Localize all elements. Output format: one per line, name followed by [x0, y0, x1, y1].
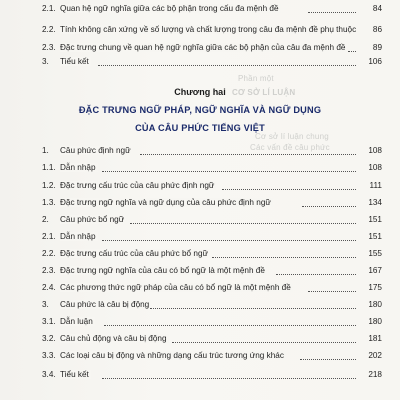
- toc-entry-page: 180: [368, 317, 382, 326]
- toc-entry-page: 218: [368, 370, 382, 379]
- toc-entry-title: Dẫn luận: [60, 317, 93, 326]
- toc-entry-page: 151: [368, 215, 382, 224]
- leader-dots: [98, 65, 356, 66]
- ghost-text-2: CƠ SỞ LÍ LUẬN: [232, 88, 296, 97]
- toc-entry-number: 2.1.: [42, 232, 56, 241]
- toc-entry-page: 84: [372, 4, 382, 13]
- leader-dots: [104, 325, 356, 326]
- toc-entry-title: Tính không cân xứng về số lượng và chất lượng trong câu đa mệnh đề phụ thuộc: [60, 25, 357, 34]
- toc-entry-title: Các loại câu bị động và những dạng cấu trúc tương ứng khác: [60, 351, 284, 360]
- toc-entry[interactable]: [0, 263, 400, 279]
- leader-dots: [276, 274, 356, 275]
- leader-dots: [308, 291, 356, 292]
- chapter-label: Chương hai: [174, 87, 226, 97]
- toc-entry[interactable]: [0, 178, 400, 194]
- toc-entry-page: 134: [368, 198, 382, 207]
- toc-entry-number: 2.: [42, 215, 49, 224]
- toc-entry-number: 2.1.: [42, 4, 56, 13]
- leader-dots: [222, 189, 356, 190]
- toc-entry-title: Các phương thức ngữ pháp của câu có bổ ngữ là một mệnh đề: [60, 283, 291, 292]
- toc-entry-title: Tiểu kết: [60, 57, 89, 66]
- leader-dots: [102, 240, 356, 241]
- toc-entry-page: 89: [372, 43, 382, 52]
- toc-entry[interactable]: [0, 348, 400, 364]
- toc-entry-title: Tiểu kết: [60, 370, 89, 379]
- toc-entry-number: 1.: [42, 146, 49, 155]
- toc-entry[interactable]: [0, 22, 400, 38]
- toc-entry-title: Quan hệ ngữ nghĩa giữa các bộ phận trong cấu đa mệnh đề: [60, 4, 279, 13]
- chapter-title-line-2: CỦA CÂU PHỨC TIẾNG VIỆT: [135, 123, 265, 133]
- leader-dots: [140, 154, 356, 155]
- toc-entry[interactable]: [0, 331, 400, 347]
- toc-entry-title: Đặc trưng chung về quan hệ ngữ nghĩa giữa các bộ phận của câu đa mệnh đề: [60, 43, 346, 52]
- leader-dots: [102, 171, 356, 172]
- toc-entry-number: 2.2.: [42, 249, 56, 258]
- toc-entry-number: 1.1.: [42, 163, 56, 172]
- toc-entry-page: 181: [368, 334, 382, 343]
- toc-entry[interactable]: [0, 1, 400, 17]
- toc-entry-page: 111: [369, 181, 382, 190]
- toc-entry[interactable]: [0, 314, 400, 330]
- toc-entry-page: 108: [368, 163, 382, 172]
- toc-entry-title: Đặc trưng cấu trúc của câu phức định ngữ: [60, 181, 215, 190]
- toc-entry-title: Đặc trưng ngữ nghĩa và ngữ dụng của câu phức định ngữ: [60, 198, 271, 207]
- leader-dots: [102, 378, 356, 379]
- leader-dots: [150, 308, 356, 309]
- toc-entry-page: 167: [368, 266, 382, 275]
- toc-entry-title: Đặc trưng ngữ nghĩa của câu có bổ ngữ là một mệnh đề: [60, 266, 265, 275]
- leader-dots: [302, 206, 356, 207]
- toc-entry[interactable]: [0, 143, 400, 159]
- leader-dots: [308, 12, 356, 13]
- toc-entry-number: 1.3.: [42, 198, 56, 207]
- toc-entry-title: Câu phức bổ ngữ: [60, 215, 125, 224]
- toc-entry-number: 3.2.: [42, 334, 56, 343]
- toc-entry-page: 86: [372, 25, 382, 34]
- toc-entry[interactable]: [0, 280, 400, 296]
- toc-entry-title: Dẫn nhập: [60, 232, 96, 241]
- toc-entry[interactable]: [0, 229, 400, 245]
- toc-entry-number: 2.2.: [42, 25, 56, 34]
- toc-entry[interactable]: [0, 246, 400, 262]
- toc-entry[interactable]: [0, 212, 400, 228]
- toc-entry-number: 2.3.: [42, 266, 56, 275]
- leader-dots: [212, 257, 356, 258]
- leader-dots: [348, 51, 356, 52]
- toc-entry-title: Đặc trưng cấu trúc của câu phức bổ ngữ: [60, 249, 208, 258]
- toc-entry[interactable]: [0, 367, 400, 383]
- leader-dots: [130, 223, 356, 224]
- toc-entry-page: 108: [368, 146, 382, 155]
- toc-entry-page: 155: [368, 249, 382, 258]
- toc-entry-number: 1.2.: [42, 181, 56, 190]
- toc-entry-title: Dẫn nhập: [60, 163, 96, 172]
- toc-entry[interactable]: [0, 54, 400, 70]
- toc-entry-page: 202: [368, 351, 382, 360]
- toc-entry-page: 175: [368, 283, 382, 292]
- ghost-text-3: Cơ sở lí luận chung: [255, 132, 329, 141]
- toc-entry-title: Câu phức định ngữ: [60, 146, 131, 155]
- toc-entry[interactable]: [0, 297, 400, 313]
- ghost-text-4: Các vấn đề câu phức: [250, 143, 330, 152]
- toc-entry[interactable]: [0, 195, 400, 211]
- leader-dots: [172, 342, 356, 343]
- toc-entry-page: 151: [368, 232, 382, 241]
- toc-entry[interactable]: [0, 160, 400, 176]
- chapter-title-line-1: ĐẶC TRƯNG NGỮ PHÁP, NGỮ NGHĨA VÀ NGỮ DỤNG: [78, 105, 322, 115]
- toc-entry-page: 106: [368, 57, 382, 66]
- toc-entry-number: 2.4.: [42, 283, 56, 292]
- leader-dots: [300, 359, 356, 360]
- toc-entry-title: Câu chủ động và câu bị động: [60, 334, 167, 343]
- toc-entry-number: 3.: [42, 300, 49, 309]
- toc-entry-number: 3.4.: [42, 370, 56, 379]
- toc-entry-page: 180: [368, 300, 382, 309]
- toc-entry-number: 3.3.: [42, 351, 56, 360]
- ghost-text-1: Phần một: [238, 74, 274, 83]
- toc-entry-number: 2.3.: [42, 43, 56, 52]
- toc-entry-number: 3.: [42, 57, 49, 66]
- toc-entry-title: Câu phức là câu bị động: [60, 300, 150, 309]
- toc-entry-number: 3.1.: [42, 317, 56, 326]
